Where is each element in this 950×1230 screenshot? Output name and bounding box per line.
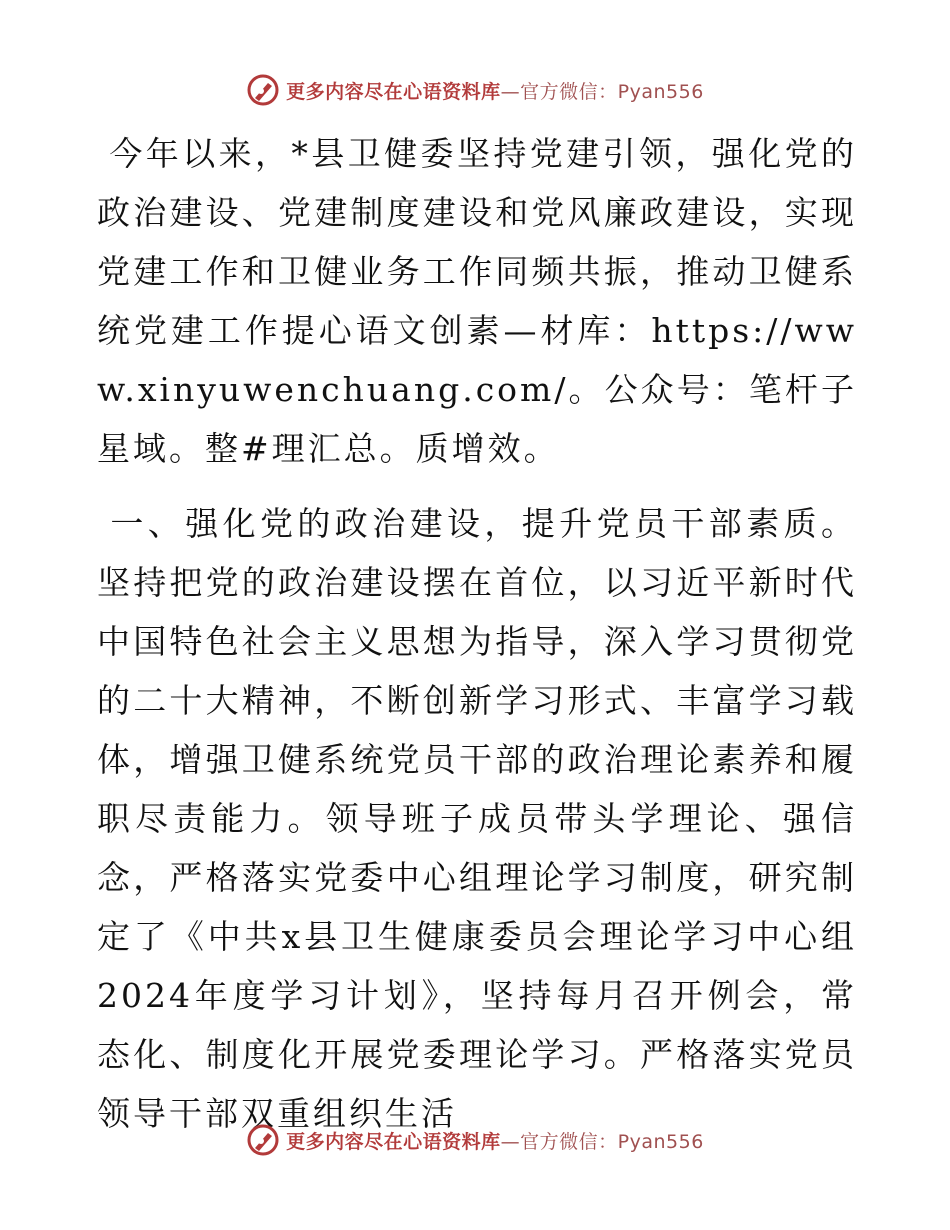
watermark-separator: — xyxy=(500,80,521,103)
logo-pen-icon xyxy=(246,73,280,107)
paragraph-intro xyxy=(97,124,857,478)
document-body xyxy=(97,124,857,1143)
paragraph-section-one xyxy=(97,494,857,1143)
logo-pen-icon xyxy=(246,1123,280,1157)
watermark-text xyxy=(286,77,704,104)
paragraph-section-one-text: 一、强化党的政治建设，提升党员干部素质。坚持把党的政治建设摆在首位，以习近平新时代中国特色社会主义思想为指导，深入学习贯彻党的二十大精神，不断创新学习形式、丰富学习载体，增强卫健系统党员干部的政治理论素养和履职尽责能力。领导班子成员带头学理论、强信念，严格落实党委中心组理论学习制度，研究制定了《中共x县卫生健康委员会理论学习中心组2024年度学习计划》，坚持每月召开例会，常态化、制度化开展党委理论学习。严格落实党员领导干部双重组织生活 xyxy=(97,504,857,1133)
watermark-brand: 更多内容尽在心语资料库 xyxy=(286,80,501,103)
watermark-contact: 官方微信：Pyan556 xyxy=(520,1130,704,1153)
watermark-text xyxy=(286,1127,704,1154)
paragraph-intro-text: 今年以来，*县卫健委坚持党建引领，强化党的政治建设、党建制度建设和党风廉政建设，实现党建工作和卫健业务工作同频共振，推动卫健系统党建工作提心语文创素—材库：https://www.xinyuwenchuang.com/。公众号：笔杆子星域。整#理汇总。质增效。 xyxy=(97,134,857,468)
watermark-contact: 官方微信：Pyan556 xyxy=(520,80,704,103)
watermark-footer xyxy=(0,1120,950,1160)
watermark-header xyxy=(0,70,950,110)
watermark-separator: — xyxy=(500,1130,521,1153)
watermark-brand: 更多内容尽在心语资料库 xyxy=(286,1130,501,1153)
